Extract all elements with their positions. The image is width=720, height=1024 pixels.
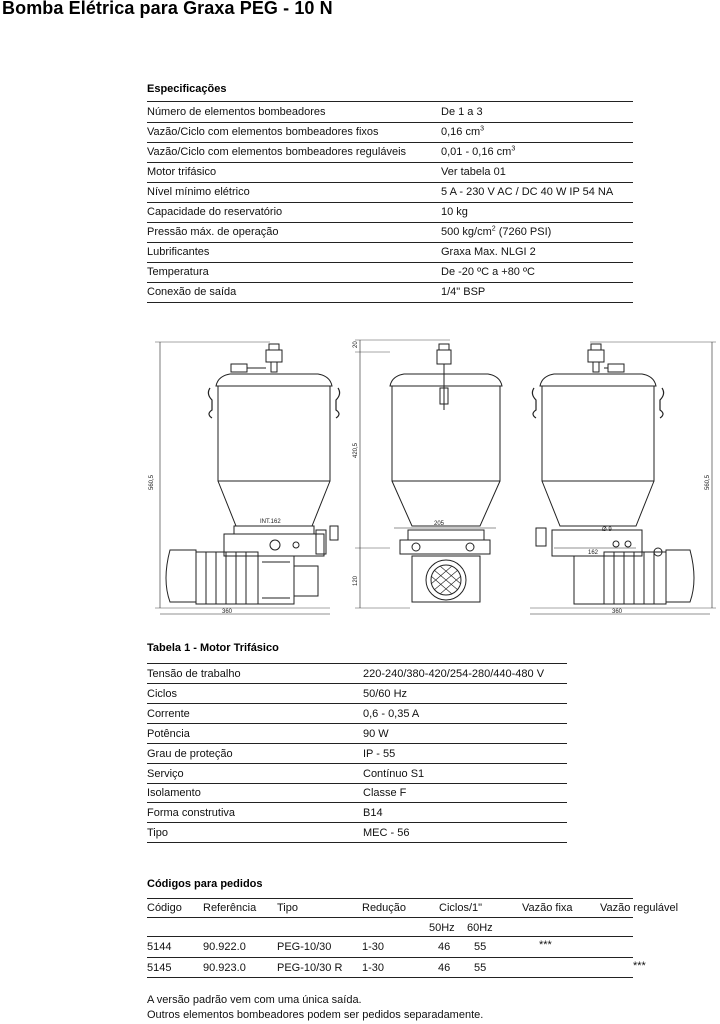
header-reducao: Redução [362, 902, 407, 914]
motor-value: Contínuo S1 [363, 768, 425, 780]
motor-label: Potência [147, 728, 190, 740]
motor-row [147, 724, 567, 744]
spec-label: Número de elementos bombeadores [147, 106, 326, 118]
motor-value: B14 [363, 807, 383, 819]
dim-162: 162 [588, 550, 599, 556]
order-codigo: 5144 [147, 941, 172, 953]
header-ciclos: Ciclos/1" [439, 902, 483, 914]
motor-table-heading: Tabela 1 - Motor Trifásico [147, 642, 279, 654]
order-regulavel: *** [633, 960, 646, 972]
order-tipo: PEG-10/30 R [277, 962, 343, 974]
rear-view [530, 342, 716, 615]
motor-value: IP - 55 [363, 748, 396, 760]
header-vazao-regulavel: Vazão regulável [600, 902, 679, 914]
orders-top-rule [147, 898, 633, 899]
motor-row [147, 783, 567, 803]
spec-value [441, 226, 551, 238]
order-referencia: 90.923.0 [203, 962, 246, 974]
motor-row [147, 684, 567, 704]
spec-label: Motor trifásico [147, 166, 217, 178]
order-c60: 55 [474, 962, 487, 974]
spec-row [147, 282, 633, 303]
note-line: A versão padrão vem com uma única saída. [147, 994, 362, 1006]
spec-value-text: 0,01 - 0,16 cm [441, 146, 512, 158]
motor-value: 50/60 Hz [363, 688, 408, 700]
header-referencia: Referência [203, 902, 257, 914]
spec-label: Lubrificantes [147, 246, 210, 258]
order-c50: 46 [438, 941, 451, 953]
spec-value: De -20 ºC a +80 ºC [441, 266, 535, 278]
header-vazao-fixa: Vazão fixa [522, 902, 573, 914]
spec-label: Nível mínimo elétrico [147, 186, 250, 198]
motor-label: Serviço [147, 768, 184, 780]
dim-mid: 420,5 [353, 442, 359, 458]
spec-label: Temperatura [147, 266, 209, 278]
orders-heading: Códigos para pedidos [147, 878, 263, 890]
orders-subheader-rule [147, 936, 633, 937]
orders-header-rule [147, 917, 633, 918]
spec-label: Vazão/Ciclo com elementos bombeadores fixos [147, 126, 379, 138]
spec-label: Capacidade do reservatório [147, 206, 283, 218]
note-line: Outros elementos bombeadores podem ser pedidos separadamente. [147, 1009, 484, 1021]
spec-row [147, 262, 633, 283]
spec-value-suffix: (7260 PSI) [495, 226, 552, 238]
motor-label: Corrente [147, 708, 190, 720]
spec-value-text: 0,16 cm [441, 126, 481, 138]
order-tipo: PEG-10/30 [277, 941, 332, 953]
motor-row [147, 803, 567, 823]
spec-value-sup: 3 [480, 125, 485, 133]
motor-row [147, 704, 567, 724]
spec-value-sup: 2 [491, 225, 496, 233]
spec-value: Ver tabela 01 [441, 166, 506, 178]
spec-row [147, 182, 633, 203]
spec-value [441, 126, 484, 138]
dim-top: 20 [353, 341, 359, 348]
dim-205: 205 [434, 521, 445, 527]
dim-height-left: 560,5 [149, 474, 155, 490]
spec-row [147, 142, 633, 163]
motor-label: Tipo [147, 827, 168, 839]
spec-row [147, 102, 633, 123]
motor-label: Isolamento [147, 787, 201, 799]
header-tipo: Tipo [277, 902, 298, 914]
orders-row-rule [147, 957, 633, 958]
dim-dia: Ø 9 [602, 527, 612, 533]
order-c60: 55 [474, 941, 487, 953]
dim-int: INT.162 [260, 519, 281, 525]
order-codigo: 5145 [147, 962, 172, 974]
dim-low: 120 [353, 575, 359, 586]
order-reducao: 1-30 [362, 962, 385, 974]
dim-width-left: 360 [222, 609, 233, 615]
motor-row [147, 823, 567, 843]
spec-value: 1/4" BSP [441, 286, 486, 298]
spec-value: De 1 a 3 [441, 106, 483, 118]
header-50hz: 50Hz [429, 922, 455, 934]
side-view [353, 340, 502, 608]
dim-width-right: 360 [612, 609, 623, 615]
spec-row [147, 242, 633, 263]
spec-value-text: 500 kg/cm [441, 226, 492, 238]
header-60hz: 60Hz [467, 922, 493, 934]
motor-value: 90 W [363, 728, 389, 740]
header-codigo: Código [147, 902, 182, 914]
motor-value: MEC - 56 [363, 827, 410, 839]
order-reducao: 1-30 [362, 941, 385, 953]
motor-label: Tensão de trabalho [147, 668, 241, 680]
spec-label: Pressão máx. de operação [147, 226, 279, 238]
order-c50: 46 [438, 962, 451, 974]
spec-row [147, 222, 633, 243]
dim-height-right: 560,5 [705, 474, 711, 490]
motor-row [147, 764, 567, 784]
motor-row [147, 664, 567, 684]
spec-value: Graxa Max. NLGI 2 [441, 246, 536, 258]
spec-value: 10 kg [441, 206, 468, 218]
motor-value: 220-240/380-420/254-280/440-480 V [363, 668, 545, 680]
order-referencia: 90.922.0 [203, 941, 246, 953]
order-fixa: *** [539, 939, 552, 951]
spec-row [147, 122, 633, 143]
motor-row [147, 744, 567, 764]
motor-value: 0,6 - 0,35 A [363, 708, 420, 720]
orders-bottom-rule [147, 977, 633, 978]
motor-label: Grau de proteção [147, 748, 233, 760]
spec-value-sup: 3 [511, 145, 516, 153]
pump-technical-drawing [150, 330, 720, 620]
spec-row [147, 162, 633, 183]
spec-value: 5 A - 230 V AC / DC 40 W IP 54 NA [441, 186, 614, 198]
spec-value [441, 146, 515, 158]
motor-label: Ciclos [147, 688, 177, 700]
front-view [149, 342, 340, 615]
spec-label: Vazão/Ciclo com elementos bombeadores reguláveis [147, 146, 407, 158]
motor-value: Classe F [363, 787, 407, 799]
specs-heading: Especificações [147, 83, 227, 95]
motor-label: Forma construtiva [147, 807, 236, 819]
page-title: Bomba Elétrica para Graxa PEG - 10 N [2, 0, 333, 18]
spec-label: Conexão de saída [147, 286, 237, 298]
spec-row [147, 202, 633, 223]
